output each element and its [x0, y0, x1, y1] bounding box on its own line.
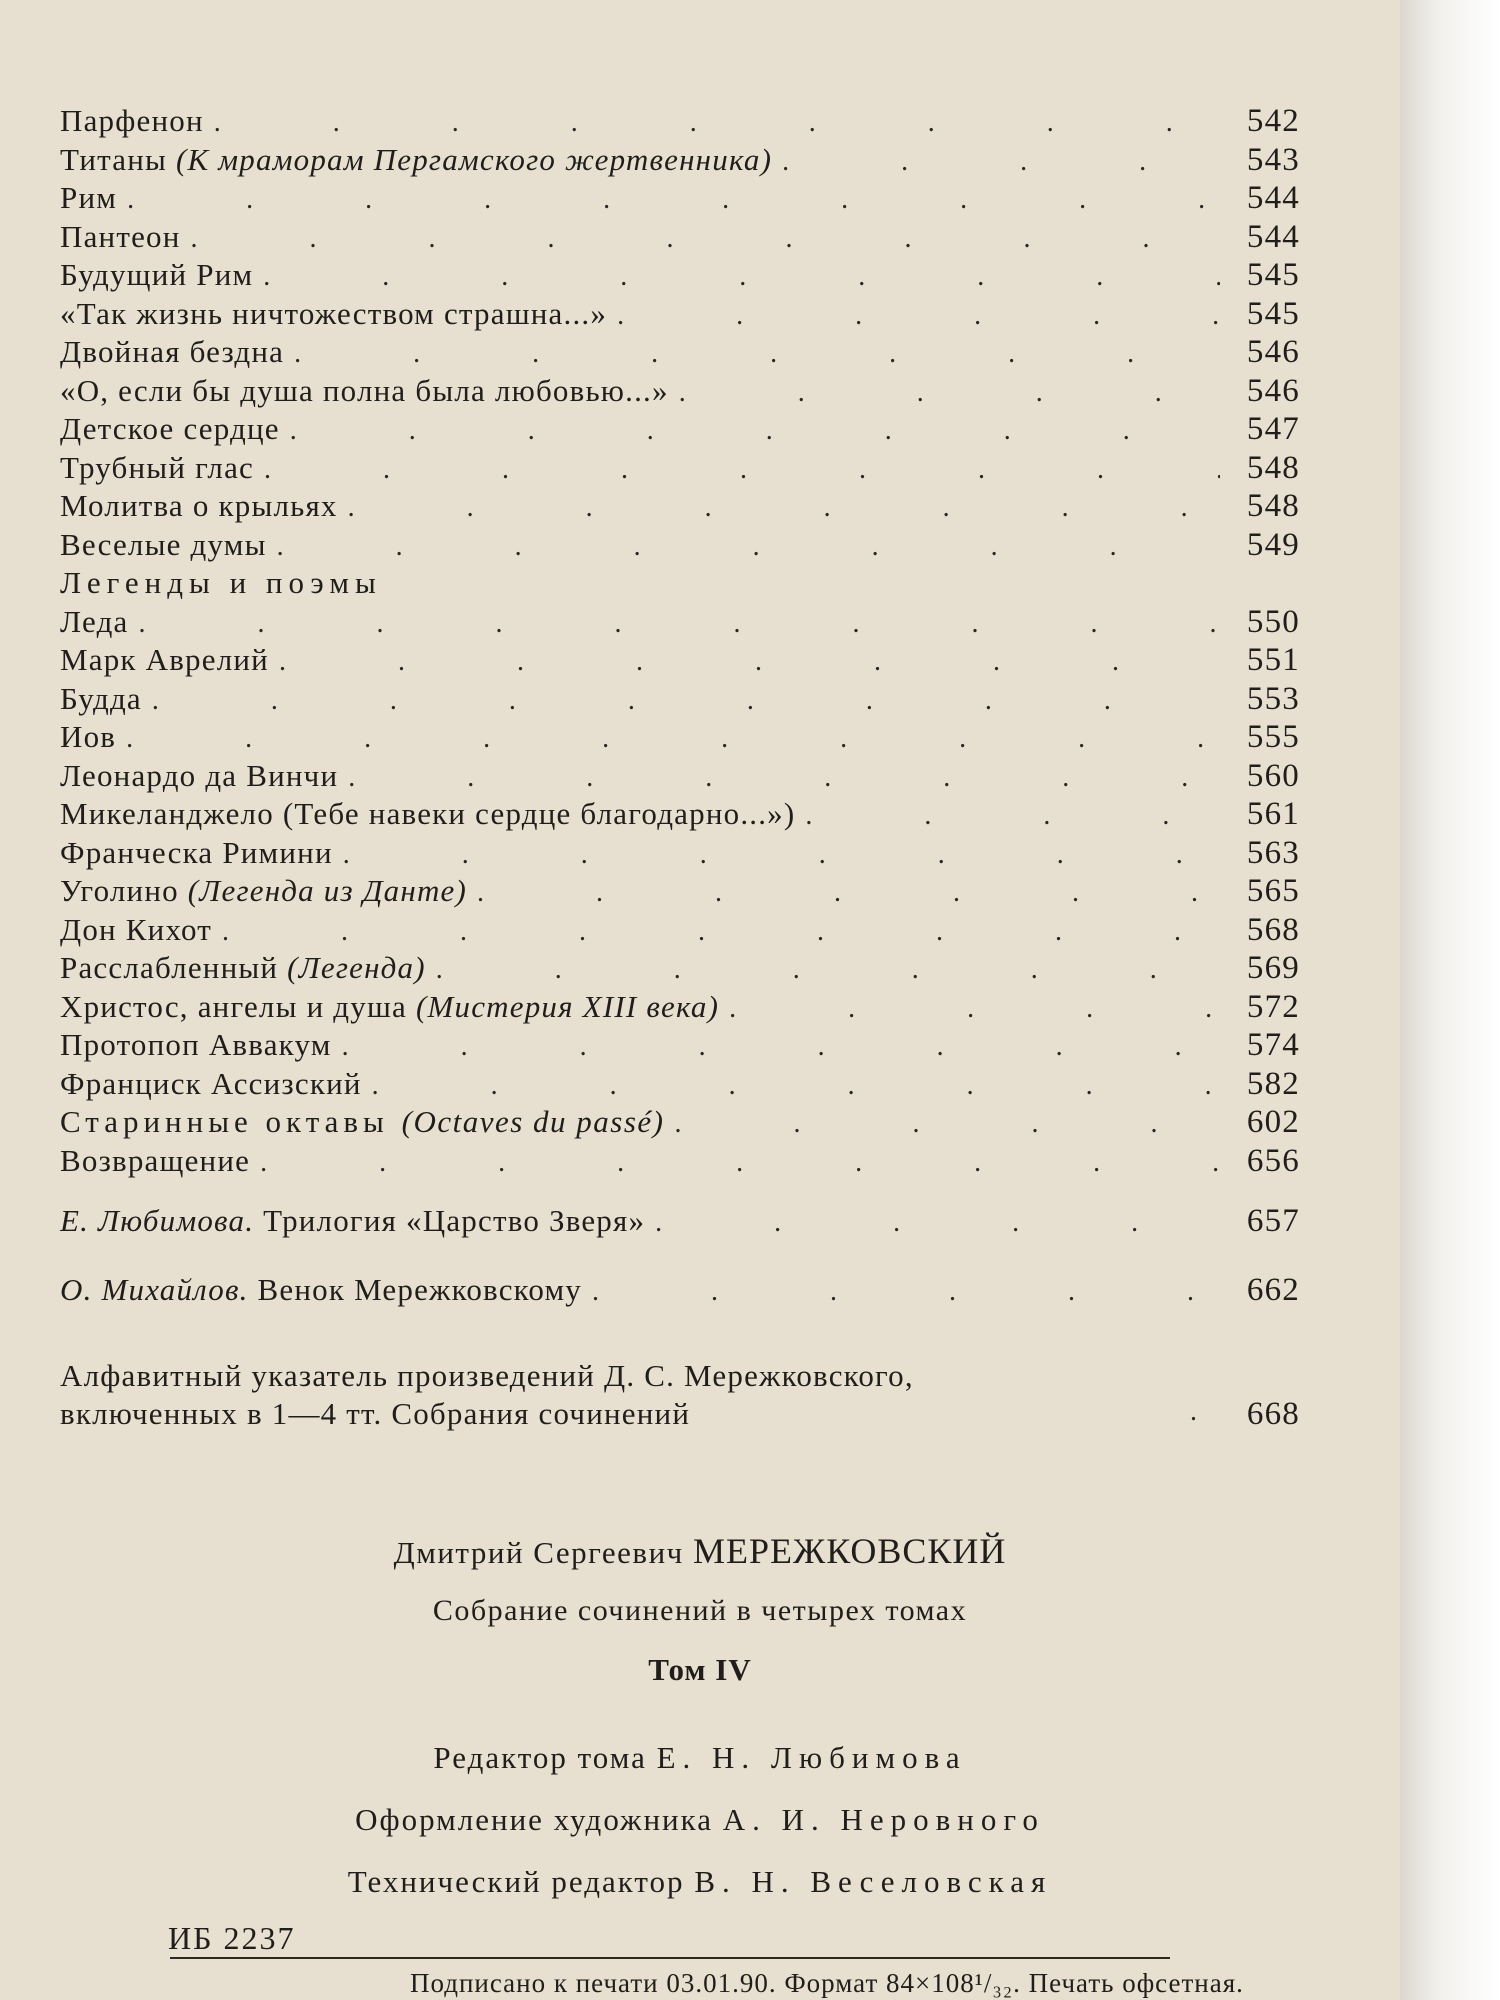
divider-rule	[170, 1957, 1170, 1959]
dot-leader	[805, 795, 1220, 836]
dot-leader	[617, 295, 1220, 336]
toc-entry-page: 545	[1246, 295, 1300, 332]
toc-entry-subtitle: (Легенда)	[287, 950, 426, 985]
page-edge-background	[1400, 0, 1500, 2000]
toc-entry	[60, 680, 1300, 719]
credit-name: А. И. Неровного	[722, 1802, 1045, 1837]
toc-entry-page: 542	[1246, 103, 1300, 139]
dot-leader	[679, 372, 1220, 413]
toc-entry-page: 545	[1246, 257, 1300, 293]
toc-entry-subtitle: (Octaves du passé)	[401, 1104, 665, 1139]
index-entry-line1: Алфавитный указатель произведений Д. С. Мережковского,	[60, 1358, 914, 1393]
toc-entry	[60, 333, 1300, 372]
toc-entry-page: 544	[1246, 218, 1300, 255]
toc-entry	[60, 487, 1300, 526]
toc-entry-page: 547	[1246, 411, 1300, 447]
dot-leader	[1190, 1391, 1220, 1432]
dot-leader	[191, 218, 1220, 259]
dot-leader	[260, 1142, 1220, 1183]
credit-name: В. Н. Веселовская	[694, 1864, 1053, 1899]
toc-entry-title: Парфенон	[60, 103, 204, 138]
toc-entry-page: 574	[1246, 1027, 1300, 1063]
toc-entry-page: 656	[1246, 1142, 1300, 1179]
ib-number: ИБ 2237	[168, 1920, 296, 1956]
dot-leader	[675, 1103, 1220, 1144]
dot-leader	[436, 949, 1220, 990]
toc-entry-page: 565	[1246, 873, 1300, 909]
dot-leader	[348, 757, 1220, 798]
credit-line	[0, 1740, 1400, 1776]
toc-entry	[60, 141, 1300, 180]
dot-leader	[342, 1026, 1220, 1067]
toc-entry-title: Будущий Рим	[60, 257, 254, 292]
toc-entry	[60, 102, 1300, 141]
dot-leader	[152, 680, 1220, 721]
toc-entry-title: Веселые думы	[60, 526, 267, 562]
toc-entry-title: Протопоп Аввакум	[60, 1027, 332, 1062]
toc-entry	[60, 641, 1300, 680]
credit-role: Оформление художника	[355, 1802, 713, 1837]
toc-entry	[60, 1026, 1300, 1065]
dot-leader	[592, 1271, 1220, 1312]
toc-entry-page: 546	[1246, 334, 1300, 370]
imprint-block	[0, 1530, 1400, 1926]
toc-entry-page: 543	[1246, 141, 1300, 178]
toc-entry	[60, 295, 1300, 334]
dot-leader	[729, 988, 1220, 1029]
essay-title: Трилогия «Царство Зверя»	[263, 1203, 646, 1238]
toc-entry-page: 548	[1246, 449, 1300, 486]
toc-entry-title: Возвращение	[60, 1142, 251, 1178]
toc-entry-page: 550	[1246, 603, 1300, 640]
print-details: Подписано к печати 03.01.90. Формат 84×108¹/₃₂. Печать офсетная.	[410, 1968, 1244, 1998]
index-entry	[60, 1357, 1300, 1433]
toc-entry-page: 568	[1246, 911, 1300, 948]
dot-leader	[477, 872, 1220, 913]
toc-entry-page: 549	[1246, 526, 1300, 563]
essay-entry	[60, 1202, 1300, 1241]
toc-entry-title: Иов	[60, 719, 117, 754]
toc-entry-title: Титаны	[60, 141, 168, 177]
toc-entry	[60, 256, 1300, 295]
toc-entry	[60, 834, 1300, 873]
toc-entry	[60, 410, 1300, 449]
toc-entry-title: Франциск Ассизский	[60, 1065, 362, 1101]
toc-entry-page: 555	[1246, 719, 1300, 755]
toc-entry-page: 602	[1246, 1104, 1300, 1140]
collection-title: Собрание сочинений в четырех томах	[432, 1594, 968, 1627]
author-line	[0, 1530, 1400, 1572]
dot-leader	[277, 526, 1220, 567]
toc-entry-title: Трубный глас	[60, 449, 254, 485]
toc-entry-page: 569	[1246, 950, 1300, 986]
dot-leader	[294, 333, 1220, 374]
dot-leader	[222, 911, 1220, 952]
dot-leader	[263, 256, 1220, 297]
dot-leader	[372, 1065, 1220, 1106]
toc-entry-page: 546	[1246, 372, 1300, 409]
toc-entry-page: 551	[1246, 642, 1300, 678]
toc-entry-subtitle: (К мраморам Пергамского жертвенника)	[176, 141, 773, 177]
dot-leader	[139, 603, 1221, 644]
toc-entry-page: 544	[1246, 180, 1300, 216]
dot-leader	[655, 1202, 1220, 1243]
dot-leader	[127, 179, 1220, 220]
toc-entry	[60, 1142, 1300, 1181]
credit-role: Редактор тома	[433, 1740, 647, 1775]
credit-role: Технический редактор	[347, 1864, 685, 1899]
index-entry-page: 668	[1246, 1395, 1300, 1432]
toc-entry-page: 563	[1246, 834, 1300, 871]
credit-line	[0, 1864, 1400, 1900]
toc-entry-page: 548	[1246, 488, 1300, 524]
essay-author: О. Михайлов.	[60, 1271, 249, 1307]
toc-entry	[60, 526, 1300, 565]
essay-author: Е. Любимова.	[60, 1203, 255, 1238]
toc-entry-title: Христос, ангелы и душа	[60, 988, 408, 1024]
toc-entry-title: Пантеон	[60, 218, 181, 254]
dot-leader	[214, 102, 1220, 143]
toc-entry-page: 560	[1246, 757, 1300, 794]
toc-entry-title: Двойная бездна	[60, 334, 285, 369]
toc-entry-title: Детское сердце	[60, 411, 280, 446]
toc-entry	[60, 718, 1300, 757]
toc-entry-title: Франческа Римини	[60, 834, 333, 870]
dot-leader	[348, 487, 1220, 528]
toc-entry-page: 553	[1246, 680, 1300, 717]
toc-entry	[60, 988, 1300, 1027]
toc-entry-title: Молитва о крыльях	[60, 488, 338, 523]
toc-entry-subtitle: (Мистерия XIII века)	[415, 988, 720, 1024]
dot-leader	[290, 410, 1220, 451]
toc-entry-title: Дон Кихот	[60, 911, 213, 947]
table-of-contents	[60, 102, 1300, 1433]
toc-entry	[60, 179, 1300, 218]
author-surname: МЕРЕЖКОВСКИЙ	[693, 1531, 1007, 1571]
dot-leader	[343, 834, 1220, 875]
toc-entry	[60, 1103, 1300, 1142]
toc-entry-title: Леда	[60, 603, 129, 639]
toc-entry	[60, 1065, 1300, 1104]
dot-leader	[782, 141, 1220, 182]
dot-leader	[279, 641, 1220, 682]
toc-entry	[60, 372, 1300, 411]
toc-section-heading	[60, 564, 1300, 603]
toc-entry-title: Уголино	[60, 873, 179, 908]
toc-entry-title: Леонардо да Винчи	[60, 757, 339, 793]
toc-entry-title: Марк Аврелий	[60, 642, 269, 677]
essay-entry	[60, 1271, 1300, 1310]
toc-entry	[60, 795, 1300, 834]
toc-entry-page: 572	[1246, 988, 1300, 1025]
essay-title: Венок Мережковскому	[257, 1271, 582, 1307]
toc-entry-title: Будда	[60, 680, 142, 716]
credit-name: Е. Н. Любимова	[656, 1740, 967, 1775]
toc-entry	[60, 872, 1300, 911]
volume-label: Том IV	[648, 1652, 752, 1687]
toc-entry	[60, 449, 1300, 488]
toc-entry-title: Микеланджело (Тебе навеки сердце благодарно...»)	[60, 796, 796, 831]
toc-entry-title: Расслабленный	[60, 950, 279, 985]
toc-entry	[60, 757, 1300, 796]
toc-entry-page: 582	[1246, 1065, 1300, 1102]
toc-entry-title: «Так жизнь ничтожеством страшна...»	[60, 295, 608, 331]
toc-entry	[60, 911, 1300, 950]
dot-leader	[264, 449, 1220, 490]
toc-entry-title: Рим	[60, 180, 118, 215]
essay-page: 657	[1246, 1203, 1300, 1239]
toc-entry	[60, 603, 1300, 642]
toc-entry	[60, 949, 1300, 988]
author-name: Дмитрий Сергеевич	[393, 1535, 684, 1570]
essay-page: 662	[1246, 1271, 1300, 1308]
toc-entry-subtitle: (Легенда из Данте)	[187, 873, 468, 908]
dot-leader	[126, 718, 1220, 759]
section-title: Легенды и поэмы	[60, 565, 382, 600]
index-entry-line2: включенных в 1—4 тт. Собрания сочинений	[60, 1396, 691, 1431]
credit-line	[0, 1802, 1400, 1838]
toc-entry-title: «О, если бы душа полна была любовью...»	[60, 372, 669, 408]
toc-entry	[60, 218, 1300, 257]
toc-entry-page: 561	[1246, 796, 1300, 832]
toc-entry-title: Старинные октавы	[60, 1104, 389, 1139]
